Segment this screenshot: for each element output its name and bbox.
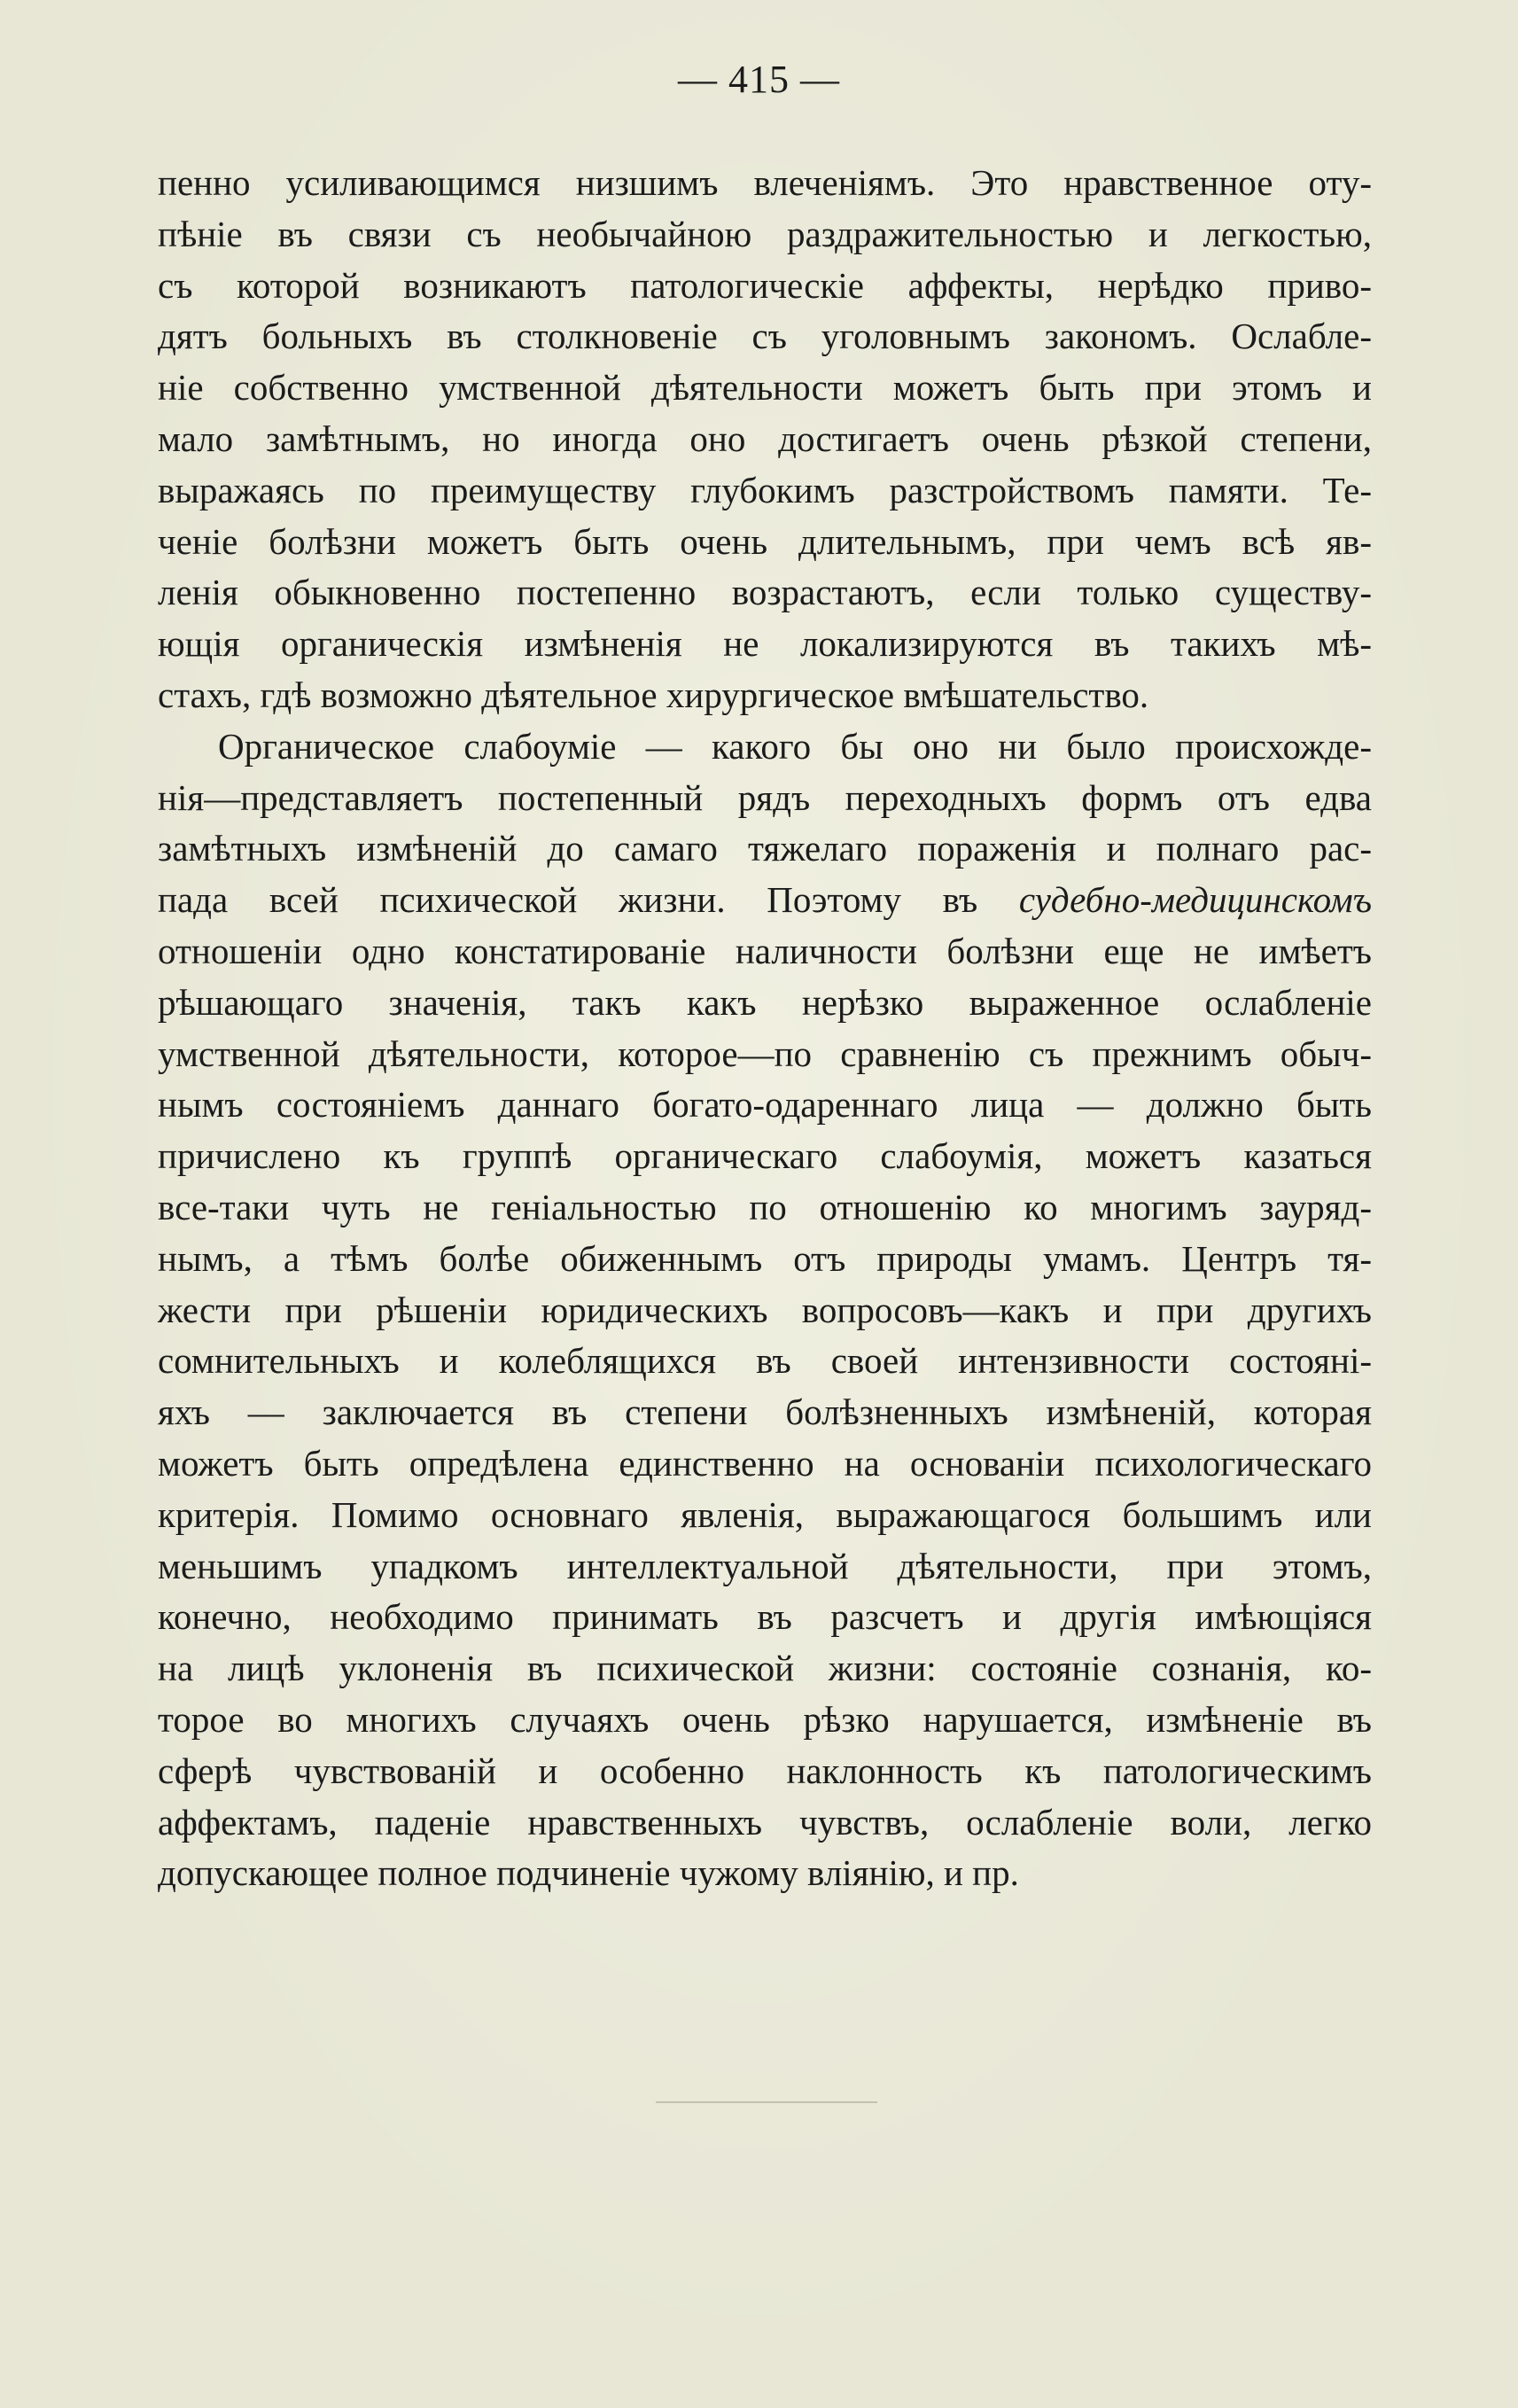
text-line: допускающее полное подчиненіе чужому вліянію, и пр. [158, 1852, 1019, 1894]
text-line: дятъ больныхъ въ столкновеніе съ уголовнымъ закономъ. Ослабле- [158, 316, 1372, 357]
text-line: нымъ, а тѣмъ болѣе обиженнымъ отъ природы умамъ. Центръ тя- [158, 1237, 1372, 1279]
text-line: аффектамъ, паденіе нравственныхъ чувствъ, ослабленіе воли, легко [158, 1801, 1372, 1843]
text-line: меньшимъ упадкомъ интеллектуальной дѣятельности, при этомъ, [158, 1545, 1372, 1586]
text-line: выражаясь по преимуществу глубокимъ разстройствомъ памяти. Те- [158, 469, 1372, 510]
text-line: нія—представляетъ постепенный рядъ переходныхъ формъ отъ едва [158, 776, 1372, 818]
text-line: яхъ — заключается въ степени болѣзненныхъ измѣненій, которая [158, 1391, 1372, 1433]
text-line: стахъ, гдѣ возможно дѣятельное хирургическое вмѣшательство. [158, 674, 1149, 715]
text-line: на лицѣ уклоненія въ психической жизни: состояніе сознанія, ко- [158, 1648, 1372, 1689]
text-line: сомнительныхъ и колеблящихся въ своей интензивности состояні- [158, 1340, 1372, 1382]
text-line-with-italic [158, 875, 1372, 926]
text-line: все-таки чуть не геніальностью по отношенію ко многимъ зауряд- [158, 1186, 1372, 1227]
text-line: Органическое слабоуміе — какого бы оно ни было происхожде- [218, 725, 1372, 767]
text-line: отношеніи одно констатированіе наличности болѣзни еще не имѣетъ [158, 930, 1372, 971]
body-text [158, 158, 1372, 1899]
text-line: рѣшающаго значенія, такъ какъ нерѣзко выраженное ослабленіе [158, 981, 1372, 1023]
italic-phrase: судебно-медицинскомъ [1018, 879, 1372, 921]
text-line: причислено къ группѣ органическаго слабоумія, можетъ казаться [158, 1135, 1372, 1177]
text-line: съ которой возникаютъ патологическіе аффекты, нерѣдко приво- [158, 264, 1372, 306]
text-line: мало замѣтнымъ, но иногда оно достигаетъ очень рѣзкой степени, [158, 417, 1372, 459]
text-line: пенно усиливающимся низшимъ влеченіямъ. Это нравственное оту- [158, 162, 1372, 203]
text-line: можетъ быть опредѣлена единственно на основаніи психологическаго [158, 1442, 1372, 1484]
text-line: критерія. Помимо основнаго явленія, выражающагося большимъ или [158, 1493, 1372, 1535]
text-line: ченіе болѣзни можетъ быть очень длительнымъ, при чемъ всѣ яв- [158, 520, 1372, 562]
bleed-through-rule [656, 2101, 877, 2103]
page-number: — 415 — [678, 58, 840, 101]
text-line: ленія обыкновенно постепенно возрастаютъ, если только существу- [158, 572, 1372, 613]
text-line: замѣтныхъ измѣненій до самаго тяжелаго пораженія и полнаго рас- [158, 828, 1372, 869]
text-line: умственной дѣятельности, которое—по сравненію съ прежнимъ обыч- [158, 1033, 1372, 1074]
text-line: нымъ состояніемъ даннаго богато-одареннаго лица — должно быть [158, 1084, 1372, 1126]
text-line: конечно, необходимо принимать въ разсчетъ и другія имѣющіяся [158, 1596, 1372, 1638]
text-line: сферѣ чувствованій и особенно наклонность къ патологическимъ [158, 1750, 1372, 1791]
text-segment: пада всей психической жизни. Поэтому въ [158, 879, 1019, 921]
text-line: пѣніе въ связи съ необычайною раздражительностью и легкостью, [158, 213, 1372, 254]
text-line: жести при рѣшеніи юридическихъ вопросовъ—какъ и при другихъ [158, 1289, 1372, 1330]
text-line: ющія органическія измѣненія не локализируются въ такихъ мѣ- [158, 623, 1372, 665]
text-line: ніе собственно умственной дѣятельности можетъ быть при этомъ и [158, 367, 1372, 409]
text-line: торое во многихъ случаяхъ очень рѣзко нарушается, измѣненіе въ [158, 1698, 1372, 1740]
